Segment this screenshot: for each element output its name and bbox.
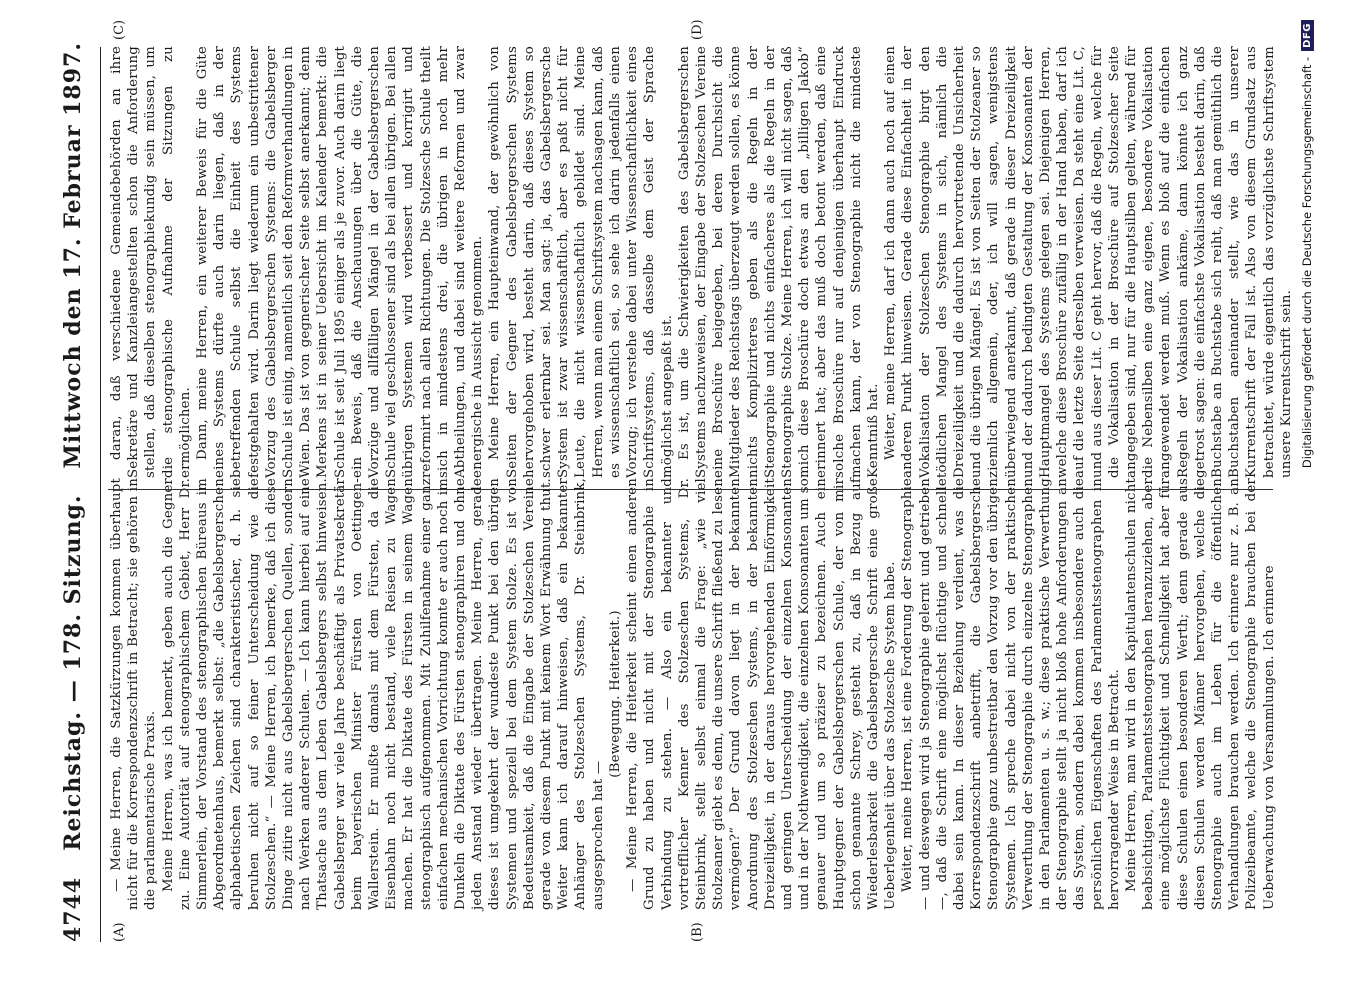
margin-marker-c: (C) xyxy=(112,19,127,40)
session-title: Reichstag. — 178. Sitzung. xyxy=(60,494,86,851)
margin-marker-a: (A) xyxy=(112,922,127,942)
paragraph: Meine Herren, ein Haupteinwand, der gewöhnlich von Seiten der Gegner des Gabelsbergerschen Systems hervorgehoben wird, besteht darin, daß dieses System so schwer erlernbar sei. Man sagt: ja, das Gabelsbergersche System ist zwar wissenschaftlich, aber es paßt nicht für Leute, die nicht wissenschaftlich gebildet sind. Meine Herren, wenn man einem Schriftsystem nachsagen kann, daß es wissenschaftlich sei, so sehe ich darin jedenfalls einen Vorzug; ich verstehe dabei unter Wissenschaftlichkeit eines Schriftsystems, daß dasselbe dem Geist der Sprache möglichst angepaßt ist. xyxy=(487,46,675,478)
paragraph: — Meine Herren, die Heiterkeit scheint einen anderen Grund zu haben und nicht mit der Stenographie in Verbindung zu stehen. — Also ein bekannter und vortrefflicher Kenner des Stolzeschen Systems, Dr. Steinbrink, stellt selbst einmal die Frage: „wie viel Stolzeaner giebt es denn, die unsere Schrift fließend zu lesen vermögen?“ Der Grund davon liegt in der bekannten Anordnung des Stolzeschen Systems, in der bekannten Dreizeiligkeit, in der daraus hervorgehenden Einförmigkeit und geringen Unterscheidung der einzelnen Konsonanten und in der Nothwendigkeit, die einzelnen Konsonanten um so genauer und um so präziser zu bezeichnen. Auch ein Hauptgegner der Gabelsbergerschen Schule, der von mir schon genannte Schrey, gesteht zu, daß in Bezug auf Wiederlesbarkeit die Gabelsbergersche Schrift eine große Ueberlegenheit über das Stolzesche System habe. xyxy=(625,478,899,910)
page-header xyxy=(60,42,100,942)
header-rule xyxy=(100,47,101,942)
text-column-right xyxy=(108,46,1294,478)
session-date: Mittwoch den 17. Februar 1897. xyxy=(60,42,86,469)
margin-marker-d: (D) xyxy=(690,19,705,40)
dfg-logo: DFG xyxy=(1301,20,1314,51)
paragraph: — Meine Herren, die Satzkürzungen kommen überhaupt nicht für die Korrespondenzschrift in Betracht; sie gehören in die parlamentarische Praxis. xyxy=(109,478,159,910)
paragraph-interjection: (Bewegung. Heiterkeit.) xyxy=(607,610,623,778)
paragraph: Weiter, meine Herren, darf ich dann auch noch auf einen anderen Punkt hinweisen. Gerade diese Einfachheit in der Vokalisation der Stolzeschen Stenographie birgt den tödlichen Mangel des Systems in sich, nämlich die Dreizeiligkeit und die dadurch hervortretende Unsicherheit und die übrigen Mängel. Es ist von Seiten der Stolzeaner so ziemlich allgemein, oder, ich will sagen, wenigstens überwiegend anerkannt, daß gerade in dieser Dreizeiligkeit und der dadurch bedingten Gestaltung der Konsonanten der Hauptmangel des Systems gelegen sei. Diejenigen Herren, welche diese Broschüre zufällig in der Hand haben, darf ich auf die letzte Seite derselben verweisen. Da steht eine Lit. C, und aus dieser Lit. C geht hervor, daß die Regeln, welche für die Vokalisation in der Broschüre auf Stolzescher Seite angegeben sind, nur für die Hauptsilben gelten, während für die Nebensilben eine ganz eigene, besondere Vokalisation angewendet werden muß. Wenn es bloß auf die einfachen Regeln der Vokalisation ankäme, dann könnte ich ganz getrost sagen: die einfachste Vokalisation besteht darin, daß Buchstabe an Buchstabe sich reiht, daß man gemüthlich die Buchstaben aneinander stellt, wie das in unserer Kurrentschrift der Fall ist. Also von diesem Grundsatz aus betrachtet, würde eigentlich das vorzüglichste Schriftsystem unsere Kurrentschrift sein. xyxy=(883,46,1294,478)
funding-note: Digitalisierung gefördert durch die Deutsche Forschungsgemeinschaft - xyxy=(1300,56,1314,469)
paragraph: Es ist, um die Schwierigkeiten des Gabelsbergerschen Systems nachzuweisen, der Eingabe der Stolzeschen Vereine eine Broschüre beigegeben, bei deren Durchsicht die Mitglieder des Reichstags überzeugt werden sollen, es könne nichts Komplizirteres geben als die Regeln in der Stenographie und nichts einfacheres als die Regeln in der Stenographie Stolze. Meine Herren, ich will nicht sagen, daß mich diese Broschüre doch etwas an den „billigen Jakob“ erinnert hat; aber das muß doch betont werden, daß eine solche Broschüre nur auf denjenigen überhaupt Eindruck machen kann, der von Stenographie nicht die mindeste Kenntniß hat. xyxy=(676,46,881,478)
paragraph: Dann, meine Herren, ein weiterer Beweis für die Güte eines Systems dürfte auch darin liegen, daß in der betreffenden Schule selbst die Einheit des Systems festgehalten wird. Darin liegt wiederum ein unbestrittener Vorzug des Gabelsbergerschen Systems: die Gabelsberger Schule ist einig, namentlich seit den Reformverhandlungen in Wien. Das ist von gegnerischer Seite selbst anerkannt; denn Merkens ist in seiner Uebersicht im Kalender bemerkt: die Schule ist seit Juli 1895 einiger als je zuvor. Auch darin liegt ein Beweis, daß die Anschauungen über die Güte, die Vorzüge und allfälligen Mängel in der Gabelsbergerschen Schule viel geschlossener sind als bei allen übrigen. Bei allen übrigen Systemen wird verbessert und korrigirt und reformirt nach allen Richtungen. Die Stolzesche Schule theilt sich in mindestens drei, die übrigen in noch mehr Abtheilungen, und dabei sind weitere Reformen und zwar energische in Aussicht genommen. xyxy=(195,46,486,478)
paragraph: Meine Herren, was ich bemerkt, geben auch die Gegner zu. Eine Autorität auf stenographischem Gebiet, Herr Dr. Simmerlein, der Vorstand des stenographischen Büreaus im Abgeordnetenhaus, bemerkt selbst: „die Gabelsbergerschen alphabetischen Zeichen sind charakteristischer, d. h. sie beruhen nicht auf so feiner Unterscheidung wie die Stolzeschen.“ — Meine Herren, ich bemerke, daß ich diese Dinge zitire nicht aus Gabelsbergerschen Quellen, sondern nach Werken anderer Schulen. — Ich kann hierbei auf eine Thatsache aus dem Leben Gabelsbergers selbst hinweisen. Gabelsberger war viele Jahre beschäftigt als Privatsekretär beim bayerischen Minister Fürsten von Oettingen-Wallerstein. Er mußte damals mit dem Fürsten, da die Eisenbahn noch nicht bestand, viele Reisen zu Wagen machen. Er hat die Diktate des Fürsten in seinem Wagen stenographisch aufgenommen. Mit Zuhilfenahme einer ganz einfachen mechanischen Vorrichtung konnte er auch noch im Dunkeln die Diktate des Fürsten stenographiren und ohne jeden Anstand wieder übertragen. Meine Herren, gerade dieses ist umgekehrt der wundeste Punkt bei den übrigen Systemen und speziell bei dem System Stolze. Es ist von Bedeutsamkeit, daß die Eingabe der Stolzeschen Vereine gerade von diesem Punkt mit keinem Wort Erwähnung thut. Weiter kann ich darauf hinweisen, daß ein bekannter Anhänger des Stolzeschen Systems, Dr. Steinbrink, ausgesprochen hat — xyxy=(160,478,606,910)
text-column-left xyxy=(108,478,1278,910)
margin-marker-b: (B) xyxy=(690,922,705,942)
digitization-footer xyxy=(1300,20,1314,680)
page-number: 4744 xyxy=(60,876,86,942)
paragraph: Weiter, meine Herren, ist eine Forderung der Stenographie — und deswegen wird ja Stenographie gelernt und getrieben —, daß die Schrift eine möglichst flüchtige und schnelle dabei sein kann. In dieser Beziehung verdient, was die Korrespondenzschrift anbetrifft, die Gabelsbergersche Stenographie ganz unbestreitbar den Vorzug vor den übrigen Systemen. Ich spreche dabei nicht von der praktischen Verwerthung der Stenographie durch einzelne Stenographen in den Parlamenten u. s. w.; diese praktische Verwerthung der Stenographie stellt ja nicht bloß hohe Anforderungen an das System, sondern dabei kommen insbesondere auch die persönlichen Eigenschaften des Parlamentsstenographen in hervorragender Weise in Betracht. xyxy=(900,478,1122,910)
column-divider xyxy=(108,489,1273,490)
paragraph: daran, daß verschiedene Gemeindebehörden an ihre Sekretäre und Kanzleiangestellten schon die Anforderung stellen, daß dieselben stenographiekundig sein müssen, um die stenographische Aufnahme der Sitzungen zu ermöglichen. xyxy=(109,46,193,478)
paragraph: Meine Herren, man wird in den Kapitulantenschulen nicht beabsichtigen, Parlamentsstenographen heranzuziehen, aber eine möglichste Flüchtigkeit und Schnelligkeit hat aber für diese Schulen einen besonderen Werth; denn gerade aus diesen Schulen werden Männer hervorgehen, welche die Stenographie auch im Leben für die öffentlichen Verhandlungen brauchen werden. Ich erinnere nur z. B. an Polizeibeamte, welche die Stenographie brauchen bei der Ueberwachung von Versammlungen. Ich erinnere xyxy=(1123,478,1277,910)
